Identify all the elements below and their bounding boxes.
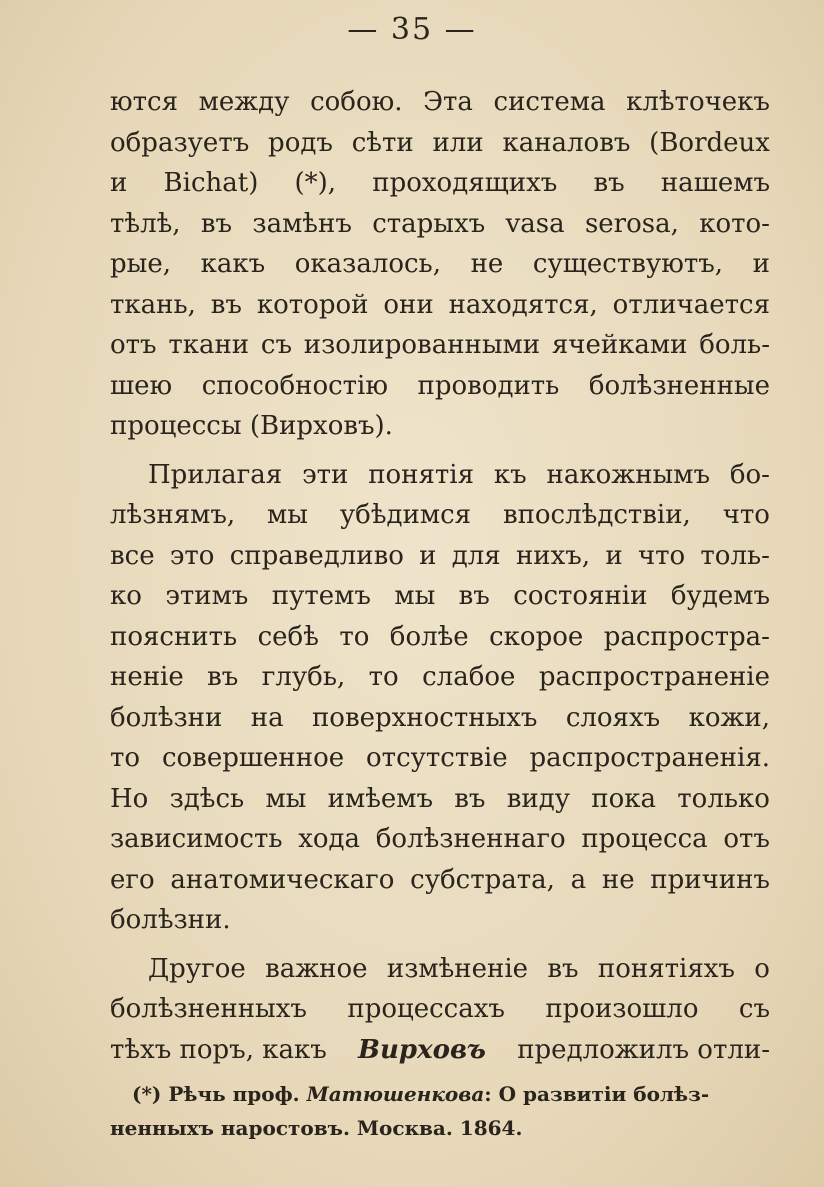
text-line: отъ ткани съ изолированными ячейками боль- [110, 330, 770, 360]
text-line: болѣзни на поверхностныхъ слояхъ кожи, [110, 702, 770, 733]
text-line: Прилагая эти понятія къ накожнымъ бо- [148, 459, 770, 490]
footnote-line-2: ненныхъ наростовъ. Москва. 1864. [110, 1116, 523, 1140]
footnote-line-1 [110, 1077, 770, 1111]
paragraph-gap [110, 447, 770, 455]
page-number-header: — 35 — [347, 12, 477, 47]
text-line: тѣлѣ, въ замѣнъ старыхъ vasa serosa, кото- [110, 208, 770, 239]
footnote-prefix: (*) Рѣчь проф. [132, 1082, 300, 1106]
footnote-title: : О развитіи болѣз- [484, 1082, 710, 1106]
text-line: все это справедливо и для нихъ, и что толь- [110, 540, 770, 571]
text-line: и Bichat) (*), проходящихъ въ нашемъ [110, 168, 770, 198]
text-segment: тѣхъ поръ, какъ [110, 1034, 327, 1065]
text-line: то совершенное отсутствіе распространенія. [110, 743, 770, 773]
italic-name: Вирховъ [358, 1034, 486, 1065]
text-line: ткань, въ которой они находятся, отличается [110, 289, 770, 320]
text-line: зависимость хода болѣзненнаго процесса отъ [110, 824, 770, 854]
text-segment: предложилъ отли- [517, 1034, 770, 1065]
text-line-final [110, 1030, 770, 1071]
text-line: образуетъ родъ сѣти или каналовъ (Bordeux [110, 127, 770, 158]
text-line: неніе въ глубь, то слабое распространеніе [110, 662, 770, 692]
text-line: Другое важное измѣненіе въ понятіяхъ о [148, 953, 770, 984]
body-text [110, 82, 770, 1070]
text-line: шею способностію проводить болѣзненные [110, 370, 770, 401]
text-line: его анатомическаго субстрата, а не причинъ [110, 864, 770, 895]
text-line: болѣзни. [110, 905, 231, 935]
paragraph-gap [110, 941, 770, 949]
text-line: ются между собою. Эта система клѣточекъ [110, 87, 770, 117]
text-line: рые, какъ оказалось, не существуютъ, и [110, 249, 770, 279]
text-line: ко этимъ путемъ мы въ состояніи будемъ [110, 581, 770, 611]
footnote [110, 1077, 770, 1145]
text-line: Но здѣсь мы имѣемъ въ виду пока только [110, 783, 770, 814]
text-line: болѣзненныхъ процессахъ произошло съ [110, 994, 770, 1024]
text-line: процессы (Вирховъ). [110, 411, 393, 441]
text-line: лѣзнямъ, мы убѣдимся впослѣдствіи, что [110, 500, 770, 530]
text-line: пояснить себѣ то болѣе скорое распростра- [110, 621, 770, 652]
footnote-author: Матюшенкова [306, 1082, 485, 1106]
